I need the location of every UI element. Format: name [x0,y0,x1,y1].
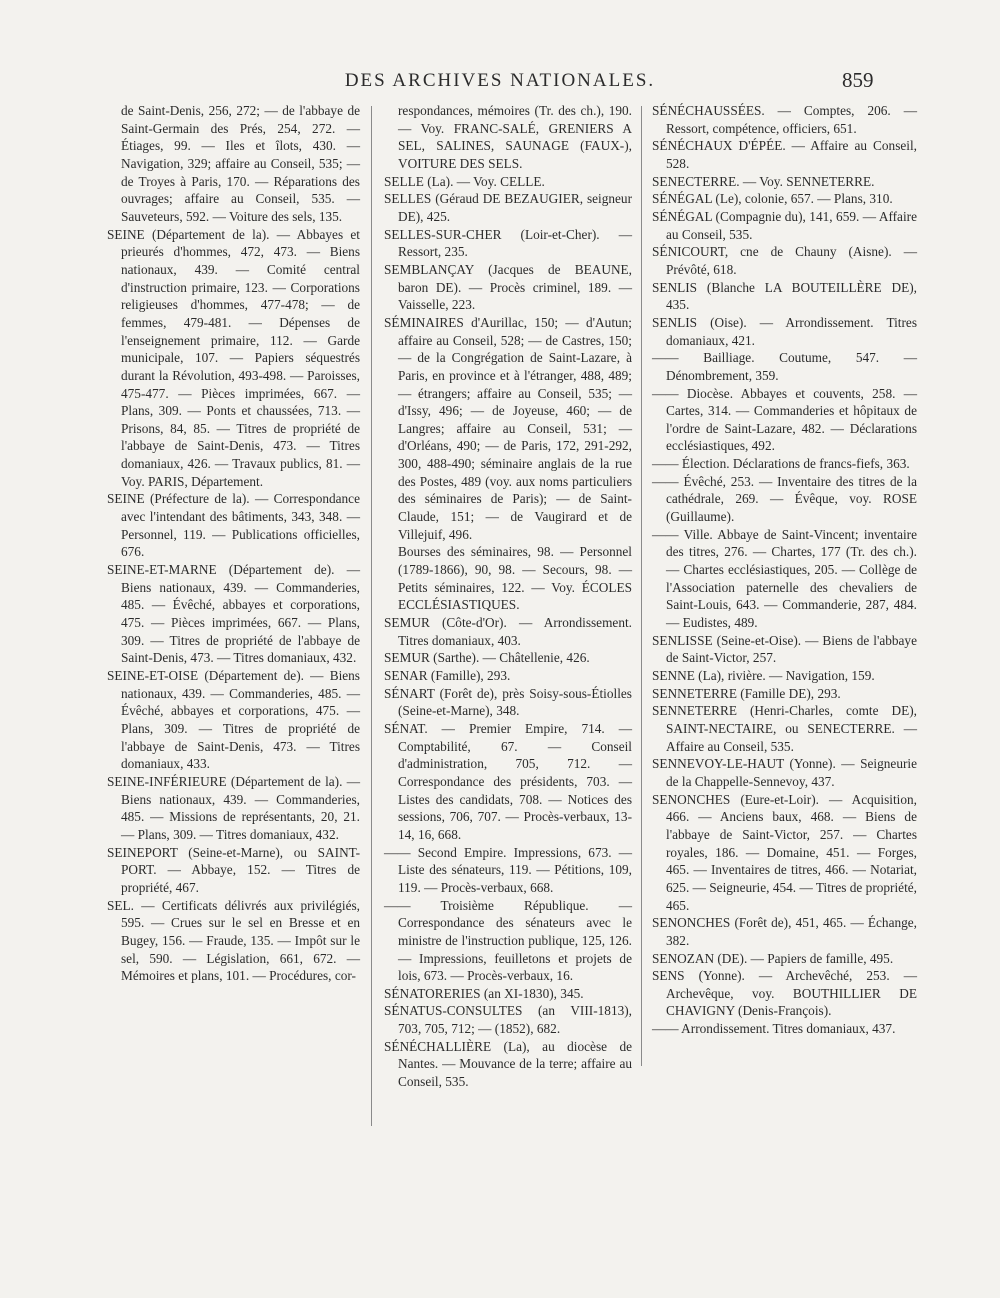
index-entry: —— Troisième République. — Correspondance des sénateurs avec le ministre de l'instruction publique, 125, 126. — Impressions, feuilletons et projets de lois, 673. — Procès-verbaux, 16. [384,897,632,984]
index-column-1 [107,102,360,985]
index-entry: SEMUR (Côte-d'Or). — Arrondissement. Titres domaniaux, 403. [384,615,632,648]
index-entry: SEMBLANÇAY (Jacques de BEAUNE, baron DE). — Procès criminel, 189. — Vaisselle, 223. [384,261,632,313]
index-entry: SELLES (Géraud DE BEZAUGIER, seigneur DE), 425. [384,191,632,224]
index-entry: SÉNÉGAL (Le), colonie, 657. — Plans, 310. [652,191,893,207]
index-entry: SENNETERRE (Famille DE), 293. [652,685,841,701]
index-entry: SÉNÉCHAUSSÉES. — Comptes, 206. — Ressort, compétence, officiers, 651. [652,103,917,136]
index-entry: SÉMINAIRES d'Aurillac, 150; — d'Autun; affaire au Conseil, 528; — de Castres, 150; — de la Congrégation de Saint-Lazare, à Paris, en province et à l'étranger, 488, 489; — étrangers; affaire au Conseil, 535; — d'Issy, 496; — de Joyeuse, 460; — de Langres; affaire au Conseil, 531; — d'Orléans, 490; — de Paris, 172, 291-292, 300, 488-490; séminaire anglais de la rue des Postes, 489 (voy. aux noms particuliers des séminaires de Paris); — de Saint-Claude, 151; — de Vaugirard et de Villejuif, 496. [384,314,632,542]
index-entry: de Saint-Denis, 256, 272; — de l'abbaye de Saint-Germain des Prés, 254, 272. — Étiages, 99. — Iles et îlots, 430. — Navigation, 329; affaire au Conseil, 535; — de Troyes à Paris, 170. — Réparations des ouvrages; affaire au Conseil, 535. — Sauveteurs, 592. — Voiture des sels, 135. [121,103,360,224]
index-entry: —— Bailliage. Coutume, 547. — Dénombrement, 359. [652,350,917,383]
index-entry: —— Ville. Abbaye de Saint-Vincent; inventaire des titres, 276. — Chartes, 177 (Tr. des ch.). — Chartes ecclésiastiques, 205. — Collège de l'Association paternelle des chevaliers de Saint-Louis, 643. — Commanderie, 287, 484. — Eudistes, 489. [652,526,917,631]
index-entry: SELLE (La). — Voy. CELLE. [384,173,545,189]
index-entry: —— Second Empire. Impressions, 673. — Liste des sénateurs, 119. — Pétitions, 109, 119. — Procès-verbaux, 668. [384,844,632,895]
index-column-2 [384,102,632,1091]
index-entry: SÉNÉGAL (Compagnie du), 141, 659. — Affaire au Conseil, 535. [652,208,917,242]
index-entry: respondances, mémoires (Tr. des ch.), 190. — Voy. FRANC-SALÉ, GRENIERS A SEL, SALINES, SAUNAGE (FAUX-), VOITURE DES SELS. [398,103,632,171]
index-entry: SEMUR (Sarthe). — Châtellenie, 426. [384,650,590,666]
index-entry: SENS (Yonne). — Archevêché, 253. — Archevêque, voy. BOUTHILLIER DE CHAVIGNY (Denis-François). [652,968,917,1019]
page-number: 859 [842,68,874,92]
index-entry: SÉNAT. — Premier Empire, 714. — Comptabilité, 67. — Conseil d'administration, 705, 712. — Correspondance des présidents, 703. — Listes des candidats, 708. — Notices des sessions, 706, 707. — Procès-verbaux, 13-14, 16, 668. [384,720,632,842]
index-entry: SEINE-ET-OISE (Département de). — Biens nationaux, 439. — Commanderies, 485. — Évêché, abbayes et corporations, 475. — Plans, 309. — Titres de propriété de l'abbaye de Saint-Denis, 473. — Titres domaniaux, 433. [107,668,360,772]
index-entry: —— Arrondissement. Titres domaniaux, 437. [652,1021,896,1037]
running-header: DES ARCHIVES NATIONALES. [344,70,656,91]
index-entry: SÉNÉCHAUX D'ÉPÉE. — Affaire au Conseil, 528. [652,138,917,171]
index-entry: SENNE (La), rivière. — Navigation, 159. [652,668,875,683]
index-entry: SENLISSE (Seine-et-Oise). — Biens de l'abbaye de Saint-Victor, 257. [652,632,917,666]
index-entry: SENNETERRE (Henri-Charles, comte DE), SAINT-NECTAIRE, ou SENECTERRE. — Affaire au Conseil, 535. [652,703,917,754]
index-entry: SENLIS (Blanche LA BOUTEILLÈRE DE), 435. [652,279,917,313]
column-rule [641,106,642,1066]
index-entry: SENOZAN (DE). — Papiers de famille, 495. [652,950,894,966]
index-entry: SENONCHES (Forêt de), 451, 465. — Échange, 382. [652,915,917,948]
index-entry: SÉNÉCHALLIÈRE (La), au diocèse de Nantes. — Mouvance de la terre; affaire au Conseil, 535. [384,1038,632,1090]
index-entry: SELLES-SUR-CHER (Loir-et-Cher). — Ressort, 235. [384,226,632,260]
index-entry: Bourses des séminaires, 98. — Personnel (1789-1866), 90, 98. — Secours, 98. — Petits séminaires, 122. — Voy. ÉCOLES ECCLÉSIASTIQUES. [398,544,632,613]
column-rule [371,106,372,1126]
index-entry: SEINE-ET-MARNE (Département de). — Biens nationaux, 439. — Commanderies, 485. — Évêché, abbayes et corporations, 475. — Pièces imprimées, 667. — Plans, 309. — Titres de propriété de l'abbaye de Saint-Denis, 473. — Titres domaniaux, 432. [107,562,360,666]
index-entry: SENAR (Famille), 293. [384,668,511,683]
index-entry: —— Élection. Déclarations de francs-fiefs, 363. [652,456,910,472]
index-entry: SENLIS (Oise). — Arrondissement. Titres domaniaux, 421. [652,314,917,348]
index-entry: —— Évêché, 253. — Inventaire des titres de la cathédrale, 269. — Évêque, voy. ROSE (Guillaume). [652,473,917,525]
index-entry: SÉNICOURT, cne de Chauny (Aisne). — Prévôté, 618. [652,244,917,277]
index-entry: SÉNATORERIES (an XI-1830), 345. [384,985,584,1001]
index-entry: —— Diocèse. Abbayes et couvents, 258. — Cartes, 314. — Commanderies et hôpitaux de l'ordre de Saint-Lazare, 482. — Déclarations ecclésiastiques, 492. [652,385,917,454]
index-entry: SEINE (Département de la). — Abbayes et prieurés d'hommes, 472, 473. — Biens nationaux, 439. — Comité central d'instruction primaire, 123. — Corporations religieuses d'hommes, 477-478; — de femmes, 479-481. — Dépenses de l'enseignement primaire, 112. — Garde municipale, 107. — Papiers séquestrés durant la Révolution, 493-498. — Paroisses, 475-477. — Pièces imprimées, 667. — Plans, 309. — Ponts et chaussées, 713. — Prisons, 84, 85. — Titres de propriété de l'abbaye de Saint-Denis, 473. — Titres domaniaux, 426. — Travaux publics, 81. — Voy. PARIS, Département. [107,226,360,489]
index-entry: SÉNATUS-CONSULTES (an VIII-1813), 703, 705, 712; — (1852), 682. [384,1003,632,1037]
index-entry: SEINE (Préfecture de la). — Correspondance avec l'intendant des bâtiments, 343, 348. — Personnel, 119. — Publications officielles, 676. [107,491,360,560]
index-entry: SENNEVOY-LE-HAUT (Yonne). — Seigneurie de la Chappelle-Sennevoy, 437. [652,756,917,789]
index-entry: SENECTERRE. — Voy. SENNETERRE. [652,173,875,189]
index-entry: SEINE-INFÉRIEURE (Département de la). — Biens nationaux, 439. — Commanderies, 485. — Missions de représentants, 20, 21. — Plans, 309. — Titres domaniaux, 432. [107,773,360,842]
index-entry: SEINEPORT (Seine-et-Marne), ou SAINT-PORT. — Abbaye, 152. — Titres de propriété, 467. [107,844,360,895]
index-entry: SÉNART (Forêt de), près Soisy-sous-Étiolles (Seine-et-Marne), 348. [384,685,632,719]
index-column-3 [652,102,917,1038]
index-entry: SENONCHES (Eure-et-Loir). — Acquisition, 466. — Anciens baux, 468. — Biens de l'abbaye de Saint-Victor, 257. — Chartes royales, 186. — Domaine, 451. — Forges, 465. — Inventaires de titres, 466. — Notariat, 625. — Seigneurie, 454. — Titres de propriété, 465. [652,791,917,913]
index-entry: SEL. — Certificats délivrés aux privilégiés, 595. — Crues sur le sel en Bresse et en Bugey, 156. — Fraude, 135. — Impôt sur le sel, 590. — Législation, 661, 672. — Mémoires et plans, 101. — Procédures, cor- [107,897,360,984]
